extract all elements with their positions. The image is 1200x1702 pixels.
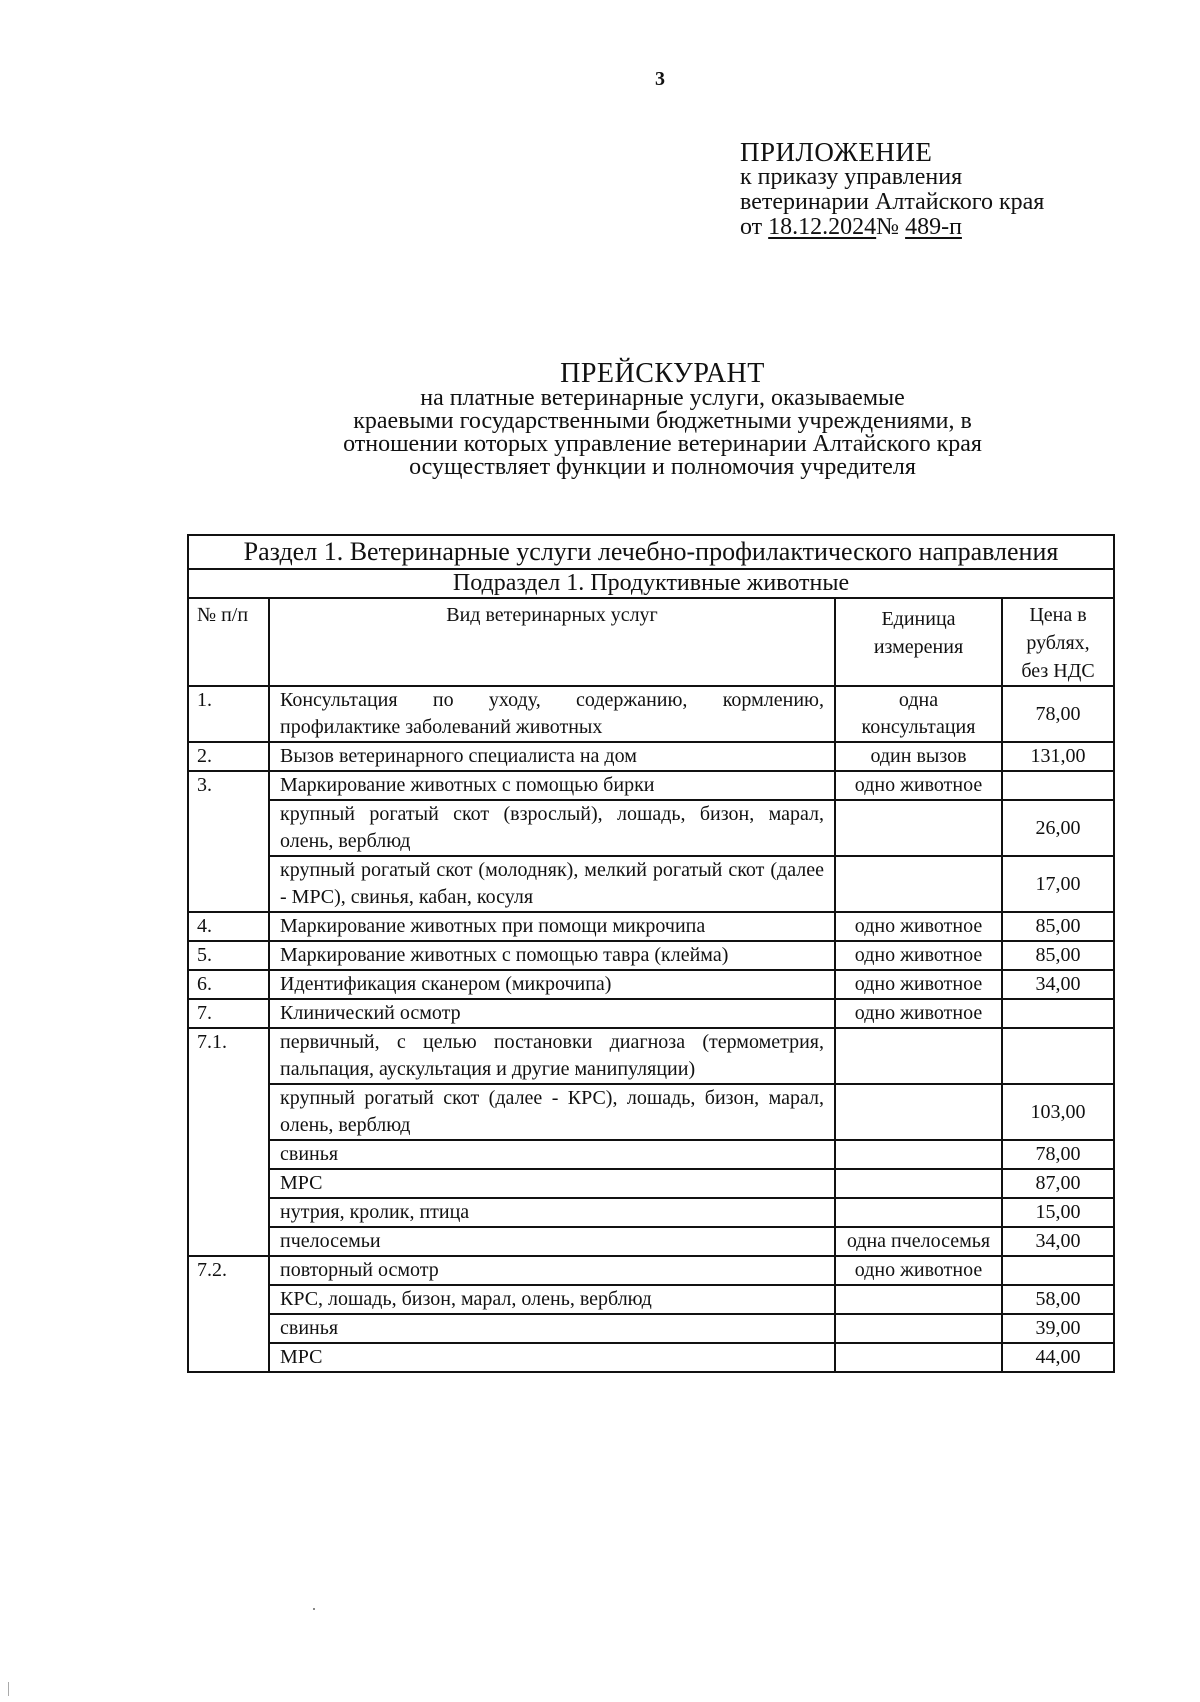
- header-service: Вид ветеринарных услуг: [269, 598, 835, 686]
- row-num: 7.1.: [188, 1028, 269, 1084]
- table-row: [188, 1084, 1114, 1140]
- row-unit: одно животное: [835, 941, 1002, 970]
- row-num: 3.: [188, 771, 269, 800]
- table-row: [188, 1140, 1114, 1169]
- page-number: 3: [655, 68, 665, 90]
- row-service: Маркирование животных с помощью тавра (клейма): [269, 941, 835, 970]
- row-unit: [835, 1343, 1002, 1372]
- row-num: 2.: [188, 742, 269, 771]
- row-price: [1002, 1028, 1114, 1084]
- table-row: [188, 800, 1114, 856]
- header-price: Цена в рублях, без НДС: [1002, 598, 1114, 686]
- price-table: [187, 534, 1115, 1373]
- row-num: 1.: [188, 686, 269, 742]
- scan-edge-mark: [8, 1682, 9, 1696]
- row-price: 87,00: [1002, 1169, 1114, 1198]
- row-service: Маркирование животных при помощи микрочипа: [269, 912, 835, 941]
- table-row: [188, 1343, 1114, 1372]
- row-num: [188, 1314, 269, 1343]
- subsection-title: Подраздел 1. Продуктивные животные: [188, 569, 1114, 598]
- row-unit: [835, 1084, 1002, 1140]
- document-title-block: [290, 358, 1035, 480]
- row-num: 4.: [188, 912, 269, 941]
- appendix-block: [740, 137, 1160, 240]
- row-num: [188, 1198, 269, 1227]
- table-row: [188, 1227, 1114, 1256]
- table-row: [188, 1198, 1114, 1227]
- row-num: [188, 800, 269, 856]
- row-service: МРС: [269, 1343, 835, 1372]
- row-unit: одна пчелосемья: [835, 1227, 1002, 1256]
- section-title: Раздел 1. Ветеринарные услуги лечебно-профилактического направления: [188, 535, 1114, 569]
- row-price: 15,00: [1002, 1198, 1114, 1227]
- row-price: 39,00: [1002, 1314, 1114, 1343]
- row-service: крупный рогатый скот (далее - КРС), лошадь, бизон, марал, олень, верблюд: [269, 1084, 835, 1140]
- table-row: [188, 1028, 1114, 1084]
- table-row: [188, 686, 1114, 742]
- header-unit: Единица измерения: [835, 598, 1002, 686]
- row-service: Вызов ветеринарного специалиста на дом: [269, 742, 835, 771]
- appendix-prefix: от: [740, 214, 763, 240]
- row-price: 78,00: [1002, 686, 1114, 742]
- row-num: [188, 1227, 269, 1256]
- row-price: 103,00: [1002, 1084, 1114, 1140]
- title-line: на платные ветеринарные услуги, оказываемые: [420, 385, 905, 411]
- row-service: Клинический осмотр: [269, 999, 835, 1028]
- appendix-number-sign: №: [876, 214, 900, 240]
- table-row: [188, 941, 1114, 970]
- row-unit: [835, 1285, 1002, 1314]
- row-num: 7.2.: [188, 1256, 269, 1285]
- row-price: 85,00: [1002, 912, 1114, 941]
- appendix-line: ветеринарии Алтайского края: [740, 189, 1045, 215]
- table-row: [188, 856, 1114, 912]
- table-row: [188, 1314, 1114, 1343]
- row-unit: [835, 856, 1002, 912]
- subsection-row: [188, 569, 1114, 598]
- row-num: [188, 1285, 269, 1314]
- row-price: 34,00: [1002, 970, 1114, 999]
- row-num: [188, 856, 269, 912]
- row-unit: [835, 1198, 1002, 1227]
- row-num: 6.: [188, 970, 269, 999]
- row-num: [188, 1084, 269, 1140]
- row-unit: [835, 1028, 1002, 1084]
- header-num: № п/п: [188, 598, 269, 686]
- row-price: 85,00: [1002, 941, 1114, 970]
- row-price: 17,00: [1002, 856, 1114, 912]
- title-line: отношении которых управление ветеринарии Алтайского края: [343, 431, 982, 457]
- table-row: [188, 999, 1114, 1028]
- row-service: нутрия, кролик, птица: [269, 1198, 835, 1227]
- row-service: повторный осмотр: [269, 1256, 835, 1285]
- appendix-line: к приказу управления: [740, 164, 963, 190]
- row-service: крупный рогатый скот (взрослый), лошадь, бизон, марал, олень, верблюд: [269, 800, 835, 856]
- section-row: [188, 535, 1114, 569]
- title-line: краевыми государственными бюджетными учреждениями, в: [353, 408, 972, 434]
- row-service: Маркирование животных с помощью бирки: [269, 771, 835, 800]
- row-service: МРС: [269, 1169, 835, 1198]
- table-row: [188, 1256, 1114, 1285]
- row-service: КРС, лошадь, бизон, марал, олень, верблюд: [269, 1285, 835, 1314]
- table-row: [188, 970, 1114, 999]
- document-title: ПРЕЙСКУРАНТ: [560, 358, 765, 389]
- row-unit: [835, 800, 1002, 856]
- row-price: [1002, 999, 1114, 1028]
- table-header-row: [188, 598, 1114, 686]
- row-price: [1002, 1256, 1114, 1285]
- row-unit: [835, 1140, 1002, 1169]
- scan-speck: [313, 1608, 315, 1610]
- row-service: первичный, с целью постановки диагноза (термометрия, пальпация, аускультация и другие манипуляции): [269, 1028, 835, 1084]
- row-num: 7.: [188, 999, 269, 1028]
- row-price: 58,00: [1002, 1285, 1114, 1314]
- row-unit: один вызов: [835, 742, 1002, 771]
- appendix-heading: ПРИЛОЖЕНИЕ: [740, 137, 933, 167]
- appendix-date: 18.12.2024: [768, 214, 877, 240]
- row-num: [188, 1140, 269, 1169]
- row-unit: [835, 1169, 1002, 1198]
- row-price: 26,00: [1002, 800, 1114, 856]
- row-service: крупный рогатый скот (молодняк), мелкий рогатый скот (далее - МРС), свинья, кабан, косуля: [269, 856, 835, 912]
- row-unit: одно животное: [835, 970, 1002, 999]
- row-unit: одна консультация: [835, 686, 1002, 742]
- row-unit: одно животное: [835, 912, 1002, 941]
- row-price: 78,00: [1002, 1140, 1114, 1169]
- table-row: [188, 771, 1114, 800]
- appendix-number: 489-п: [905, 214, 962, 240]
- table-row: [188, 742, 1114, 771]
- appendix-order-ref: [740, 215, 1160, 240]
- row-num: 5.: [188, 941, 269, 970]
- row-unit: одно животное: [835, 771, 1002, 800]
- table-row: [188, 912, 1114, 941]
- row-price: [1002, 771, 1114, 800]
- row-num: [188, 1169, 269, 1198]
- row-service: Консультация по уходу, содержанию, кормлению, профилактике заболеваний животных: [269, 686, 835, 742]
- row-service: свинья: [269, 1314, 835, 1343]
- row-price: 44,00: [1002, 1343, 1114, 1372]
- table-row: [188, 1285, 1114, 1314]
- row-unit: одно животное: [835, 999, 1002, 1028]
- row-price: 34,00: [1002, 1227, 1114, 1256]
- row-unit: [835, 1314, 1002, 1343]
- row-price: 131,00: [1002, 742, 1114, 771]
- row-num: [188, 1343, 269, 1372]
- row-service: Идентификация сканером (микрочипа): [269, 970, 835, 999]
- title-line: осуществляет функции и полномочия учредителя: [409, 454, 916, 480]
- row-service: пчелосемьи: [269, 1227, 835, 1256]
- table-row: [188, 1169, 1114, 1198]
- row-service: свинья: [269, 1140, 835, 1169]
- row-unit: одно животное: [835, 1256, 1002, 1285]
